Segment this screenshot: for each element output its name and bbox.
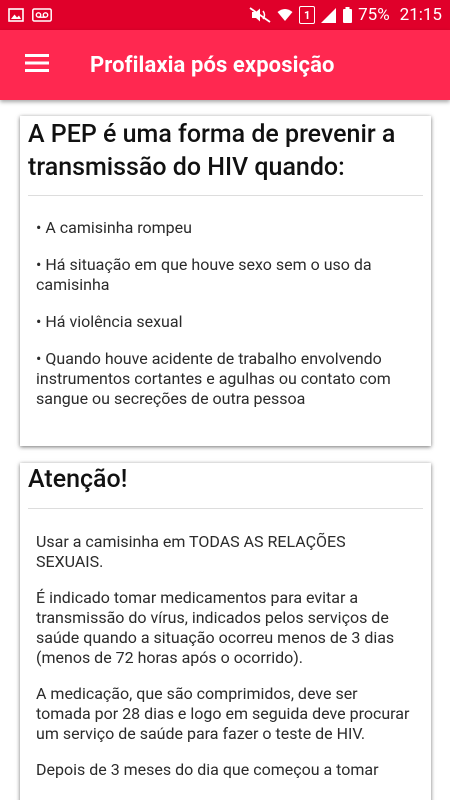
hamburger-menu-icon (25, 54, 49, 76)
card-title: A PEP é uma forma de prevenir a transmissão do HIV quando: (28, 120, 396, 182)
paragraph: Usar a camisinha em TODAS AS RELAÇÕES SEXUAIS. (36, 532, 346, 571)
mute-icon (249, 7, 271, 23)
sim-icon: 1 (299, 6, 315, 24)
attention-card (20, 463, 431, 800)
paragraph: É indicado tomar medicamentos para evitar a transmissão do vírus, indicados pelos serviços de saúde quando a situação ocorreu menos de 3 dias (menos de 72 horas após o ocorrido). (36, 588, 395, 667)
battery-icon (343, 7, 352, 23)
menu-button[interactable] (0, 30, 74, 100)
content-scroll[interactable] (0, 100, 450, 800)
app-bar (0, 30, 450, 100)
pep-info-card (20, 116, 431, 446)
app-title: Profilaxia pós exposição (90, 52, 335, 78)
status-bar (0, 0, 450, 30)
card-body (20, 196, 431, 409)
list-item: • Quando houve acidente de trabalho envolvendo instrumentos cortantes e agulhas ou contato com sangue ou secreções de outra pessoa (36, 349, 391, 408)
clock: 21:15 (399, 5, 442, 25)
paragraph: A medicação, que são comprimidos, deve ser tomada por 28 dias e logo em seguida deve procurar um serviço de saúde para fazer o teste de HIV. (36, 684, 410, 743)
image-icon (8, 8, 24, 22)
list-item: • Há violência sexual (36, 312, 183, 331)
signal-icon (321, 8, 337, 23)
card-body (20, 509, 431, 780)
list-item: • A camisinha rompeu (36, 218, 192, 237)
voicemail-icon (32, 8, 52, 22)
battery-percent: 75% (358, 5, 390, 25)
card-title: Atenção! (28, 465, 128, 494)
wifi-icon (277, 8, 293, 22)
list-item: • Há situação em que houve sexo sem o uso da camisinha (36, 255, 372, 294)
paragraph: Depois de 3 meses do dia que começou a tomar (36, 760, 379, 779)
